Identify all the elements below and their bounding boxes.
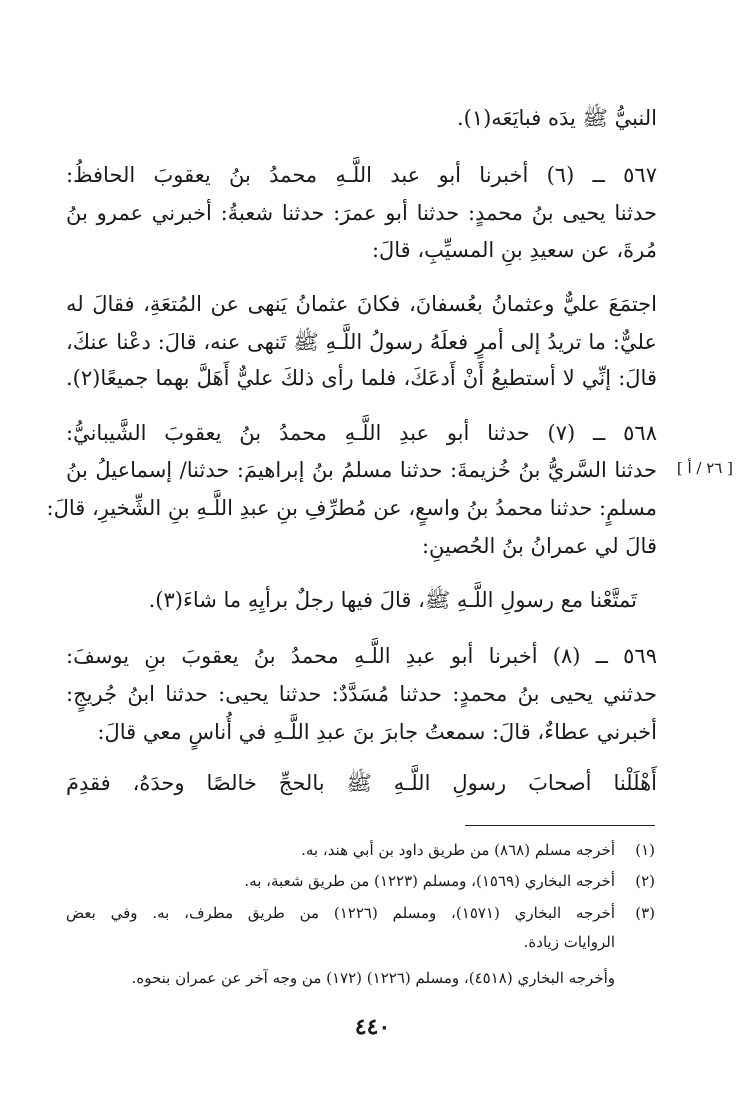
hadith-heading-568: ٥٦٨ ــ (٧) حدثنا أبو عبدِ اللَّـهِ محمدُ بنُ يعقوبَ الشَّيبانيُّ: [66, 421, 657, 445]
text-line: مسلمٍ: حدثنا محمدُ بنُ واسعٍ، عن مُطرِّفِ بنِ عبدِ اللَّـهِ بنِ الشِّخيرِ، قالَ: [46, 496, 657, 520]
text-line: حدثنا يحيى بنُ محمدٍ: حدثنا أبو عمرَ: حدثنا شعبةُ: أخبرني عمرو بنُ [66, 201, 657, 225]
text-line: حدثنا السَّريُّ بنُ خُزيمةَ: حدثنا مسلمُ بنُ إبراهيمَ: حدثنا/ إسماعيلُ بنُ [66, 458, 657, 482]
text-line: أخبرني عطاءٌ، قالَ: سمعتُ جابرَ بنَ عبدِ اللَّـهِ في أُناسٍ معي قالَ: [97, 720, 657, 744]
footnote-3 [66, 902, 655, 924]
manuscript-folio-marker: [ ٢٦ / أ ] [676, 459, 733, 477]
footnote-3-extra: وأخرجه البخاري (٤٥١٨)، ومسلم (١٢٢٦) (١٧٢) من وجه آخر عن عمران بنحوه. [131, 969, 615, 987]
footnote-text: أخرجه البخاري (١٥٧١)، ومسلم (١٢٢٦) من طريق مطرف، به. وفي بعض [66, 904, 615, 922]
footnote-number: (١) [635, 841, 655, 859]
hadith-heading-567: ٥٦٧ ــ (٦) أخبرنا أبو عبد اللَّـهِ محمدُ بنُ يعقوبَ الحافظُ: [66, 163, 657, 187]
page-number: ٤٤٠ [354, 1014, 391, 1040]
footnote-separator [465, 825, 655, 826]
text-line: قالَ لي عمرانُ بنُ الحُصينِ: [421, 534, 657, 558]
footnote-3-continued: الروايات زيادة. [523, 933, 615, 951]
hadith-heading-569: ٥٦٩ ــ (٨) أخبرنا أبو عبدِ اللَّـهِ محمدُ بنُ يعقوبَ بنِ يوسفَ: [66, 644, 657, 668]
footnote-text: أخرجه البخاري (١٥٦٩)، ومسلم (١٢٢٣) من طريق شعبة، به. [244, 872, 615, 890]
footnote-text: أخرجه مسلم (٨٦٨) من طريق داود بن أبي هند، به. [301, 841, 615, 859]
footnote-2 [66, 870, 655, 892]
text-line: حدثني يحيى بنُ محمدٍ: حدثنا مُسَدَّدٌ: حدثنا يحيى: حدثنا ابنُ جُريجٍ: [66, 682, 657, 706]
text-line: عليٌّ: ما تريدُ إلى أمرٍ فعلَهُ رسولُ اللَّـهِ ﷺ تَنهى عنه، قالَ: دعْنا عنكَ، [66, 330, 657, 354]
text-line: النبيُّ ﷺ يدَه فبايَعَه(١). [456, 106, 657, 130]
footnote-number: (٢) [635, 872, 655, 890]
text-line: قالَ: إنِّي لا أستطيعُ أَنْ أَدعَكَ، فلما رأى ذلكَ عليٌّ أَهَلَّ بهما جميعًا(٢). [66, 366, 657, 390]
footnote-1 [66, 839, 655, 861]
footnote-number: (٣) [635, 904, 655, 922]
text-line: تَمتَّعْنا مع رسولِ اللَّـهِ ﷺ، قالَ فيها رجلٌ برأيِهِ ما شاءَ(٣). [148, 588, 637, 612]
text-line: مُرةَ، عن سعيدِ بنِ المسيِّبِ، قالَ: [371, 238, 657, 262]
text-line: أَهْلَلْنا أصحابَ رسولِ اللَّـهِ ﷺ بالحجِّ خالصًا وحدَهُ، فقدِمَ [66, 771, 657, 795]
text-line: اجتمَعَ عليٌّ وعثمانُ بعُسفانَ، فكانَ عثمانُ يَنهى عن المُتعَةِ، فقالَ له [66, 292, 657, 316]
